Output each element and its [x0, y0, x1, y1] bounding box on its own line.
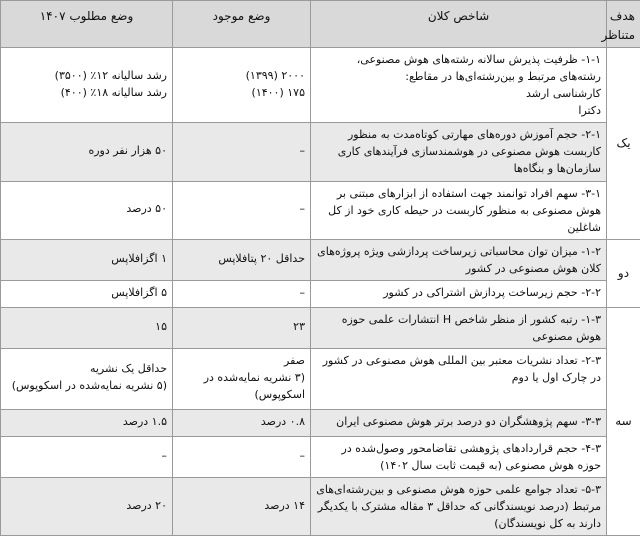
- current-cell: ۲۳: [173, 307, 311, 348]
- table-row: [1, 348, 640, 409]
- table-row: [1, 307, 640, 348]
- indicator-cell: ۳-۱- سهم افراد توانمند جهت استفاده از ابزارهای مبتنی بر هوش مصنوعی به منظور کاربست در حیطه کاری خود از کل شاغلین: [311, 181, 607, 239]
- required-cell: [1, 48, 173, 123]
- table-row: [1, 239, 640, 280]
- indicator-text: ۱-۱- ظرفیت پذیرش سالانه رشته‌های هوش مصنوعی، رشته‌های مرتبط و بین‌رشته‌ای‌ها در مقاطع:: [356, 53, 601, 84]
- required-cell: ۱ اگزافلاپس: [1, 239, 173, 280]
- table-header-row: [1, 1, 640, 48]
- header-required: وضع مطلوب ۱۴۰۷: [1, 1, 173, 48]
- table-row: [1, 280, 640, 307]
- current-cell: [173, 48, 311, 123]
- required-value: رشد سالیانه ۱۸٪ (۴۰۰): [60, 85, 167, 99]
- current-cell: –: [173, 181, 311, 239]
- current-cell: –: [173, 280, 311, 307]
- indicator-cell: ۱-۲- میزان توان محاسباتی زیرساخت پردازشی ویژه پروژه‌های کلان هوش مصنوعی در کشور: [311, 239, 607, 280]
- required-cell: –: [1, 437, 173, 478]
- current-value: (۳ نشریه نمایه‌شده در اسکوپوس): [203, 370, 305, 401]
- current-cell: ۰.۸ درصد: [173, 410, 311, 437]
- table-row: [1, 437, 640, 478]
- required-value: حداقل یک نشریه: [89, 362, 167, 376]
- goal-cell: سه: [607, 307, 640, 536]
- indicator-cell: ۲-۱- حجم آموزش دوره‌های مهارتی کوتاه‌مدت به منظور کاربست هوش مصنوعی در هوشمندسازی فرآیندهای کاری سازمان‌ها و بنگاه‌ها: [311, 123, 607, 181]
- required-value: (۵ نشریه نمایه‌شده در اسکوپوس): [11, 379, 167, 393]
- indicator-cell: [311, 48, 607, 123]
- current-value: ۲۰۰۰ (۱۳۹۹): [245, 68, 305, 82]
- indicator-text: دکترا: [578, 104, 601, 118]
- required-cell: ۱.۵ درصد: [1, 410, 173, 437]
- table-row: [1, 123, 640, 181]
- table-row: [1, 478, 640, 536]
- indicator-cell: ۵-۳- تعداد جوامع علمی حوزه هوش مصنوعی و بین‌رشته‌ای‌های مرتبط (درصد نویسندگانی که حداقل ۳ مقاله مشترک با یکدیگر دارند به کل نویسندگان): [311, 478, 607, 536]
- table-row: [1, 48, 640, 123]
- goal-cell: یک: [607, 48, 640, 239]
- indicator-text: کارشناسی ارشد: [525, 87, 601, 101]
- required-cell: ۵۰ درصد: [1, 181, 173, 239]
- header-goal: هدف متناظر: [607, 1, 640, 48]
- required-cell: ۵ اگزافلاپس: [1, 280, 173, 307]
- required-cell: ۵۰ هزار نفر دوره: [1, 123, 173, 181]
- required-cell: [1, 348, 173, 409]
- table-row: [1, 410, 640, 437]
- indicator-cell: ۲-۲- حجم زیرساخت پردازش اشتراکی در کشور: [311, 280, 607, 307]
- indicator-cell: ۳-۳- سهم پژوهشگران دو درصد برتر هوش مصنوعی ایران: [311, 410, 607, 437]
- indicator-cell: ۲-۳- تعداد نشریات معتبر بین المللی هوش مصنوعی در کشور در چارک اول یا دوم: [311, 348, 607, 409]
- goal-cell: دو: [607, 239, 640, 307]
- indicator-cell: ۴-۳- حجم قراردادهای پژوهشی تقاضامحور وصول‌شده در حوزه هوش مصنوعی (به قیمت ثابت سال ۱۴۰۲): [311, 437, 607, 478]
- required-cell: ۱۵: [1, 307, 173, 348]
- current-cell: –: [173, 437, 311, 478]
- current-value: ۱۷۵ (۱۴۰۰): [251, 85, 305, 99]
- current-cell: ۱۴ درصد: [173, 478, 311, 536]
- current-value: صفر: [284, 353, 305, 367]
- required-cell: ۲۰ درصد: [1, 478, 173, 536]
- current-cell: [173, 348, 311, 409]
- current-cell: –: [173, 123, 311, 181]
- indicator-cell: ۱-۳- رتبه کشور از منظر شاخص H انتشارات علمی حوزه هوش مصنوعی: [311, 307, 607, 348]
- current-cell: حداقل ۲۰ پتافلاپس: [173, 239, 311, 280]
- header-indicator: شاخص کلان: [311, 1, 607, 48]
- header-current: وضع موجود: [173, 1, 311, 48]
- table-row: [1, 181, 640, 239]
- required-value: رشد سالیانه ۱۲٪ (۳۵۰۰): [54, 68, 167, 82]
